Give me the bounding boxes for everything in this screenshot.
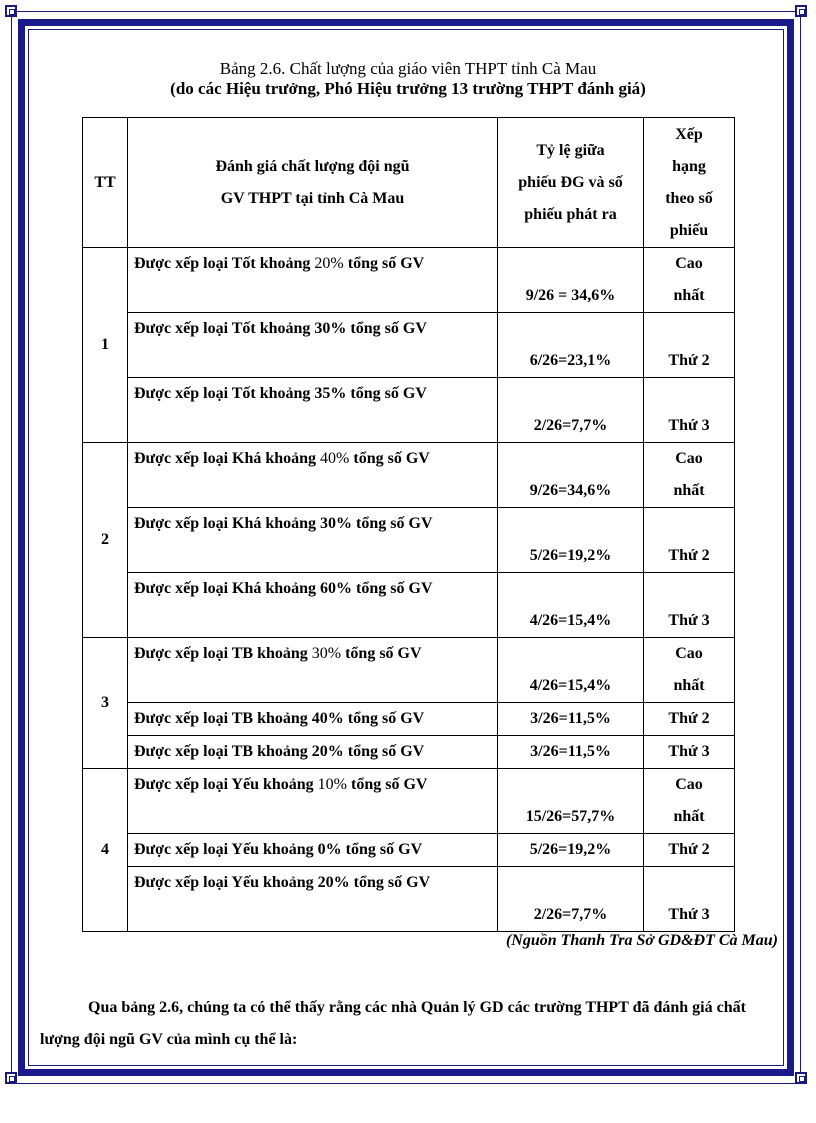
criteria-suffix: tổng số GV: [343, 255, 425, 272]
table-header-row: [83, 118, 735, 248]
criteria-suffix: tổng số GV: [349, 450, 430, 467]
table-caption: Bảng 2.6. Chất lượng của giáo viên THPT tỉnh Cà Mau: [219, 59, 597, 78]
table-row: [83, 573, 735, 638]
header-ratio-line1: Tỷ lệ giữa: [536, 141, 605, 159]
table-row: [83, 834, 735, 867]
header-criteria-line2: GV THPT tại tỉnh Cà Mau: [220, 189, 405, 207]
ratio-cell: 3/26=11,5%: [498, 703, 644, 736]
table-row: [83, 867, 735, 932]
table-row: [83, 248, 735, 313]
criteria-cell: [128, 248, 498, 313]
criteria-percent: 10%: [317, 776, 347, 793]
header-rank: [644, 118, 735, 248]
table-row: [83, 313, 735, 378]
rank-cell: Thứ 2: [644, 703, 735, 736]
corner-ornament-bottom-right: [795, 1072, 807, 1084]
criteria-prefix: Được xếp loại Khá khoảng: [134, 450, 317, 467]
rank-cell: Thứ 3: [644, 736, 735, 769]
ratio-cell: 3/26=11,5%: [498, 736, 644, 769]
ratio-cell: 15/26=57,7%: [498, 769, 644, 834]
rank-cell: Thứ 2: [644, 508, 735, 573]
rank-cell: [644, 443, 735, 508]
rank-line1: Cao: [675, 255, 703, 272]
criteria-prefix: Được xếp loại Tốt khoảng: [134, 255, 311, 272]
ratio-cell: 9/26=34,6%: [498, 443, 644, 508]
header-rank-line1: Xếp: [675, 125, 703, 143]
header-tt: TT: [83, 118, 128, 248]
ratio-cell: 6/26=23,1%: [498, 313, 644, 378]
quality-table: [82, 117, 735, 932]
rank-cell: [644, 769, 735, 834]
rank-cell: Thứ 3: [644, 867, 735, 932]
header-rank-line4: phiếu: [669, 221, 709, 239]
criteria-prefix: Được xếp loại Yếu khoảng: [134, 776, 314, 793]
rank-cell: Thứ 2: [644, 834, 735, 867]
rank-line1: Cao: [675, 450, 703, 467]
table-row: [83, 736, 735, 769]
group-number: 3: [83, 638, 128, 769]
ratio-cell: 5/26=19,2%: [498, 834, 644, 867]
table-row: [83, 508, 735, 573]
rank-cell: Thứ 3: [644, 378, 735, 443]
rank-cell: Thứ 3: [644, 573, 735, 638]
rank-line1: Cao: [675, 776, 703, 793]
rank-line2: nhất: [673, 482, 705, 499]
criteria-percent: 40%: [320, 450, 350, 467]
corner-ornament-bottom-left: [5, 1072, 17, 1084]
header-criteria: [128, 118, 498, 248]
header-criteria-line1: Đánh giá chất lượng đội ngũ: [215, 157, 410, 175]
criteria-cell: Được xếp loại Tốt khoảng 30% tổng số GV: [128, 313, 498, 378]
criteria-prefix: Được xếp loại TB khoảng: [134, 645, 308, 662]
criteria-suffix: tổng số GV: [341, 645, 422, 662]
header-rank-line3: theo số: [665, 189, 713, 207]
group-number: 4: [83, 769, 128, 932]
criteria-cell: Được xếp loại Yếu khoảng 20% tổng số GV: [128, 867, 498, 932]
criteria-suffix: tổng số GV: [347, 776, 428, 793]
table-row: [83, 378, 735, 443]
table-row: [83, 443, 735, 508]
criteria-cell: Được xếp loại Khá khoảng 60% tổng số GV: [128, 573, 498, 638]
ratio-cell: 2/26=7,7%: [498, 378, 644, 443]
rank-line2: nhất: [673, 287, 705, 304]
rank-line1: Cao: [675, 645, 703, 662]
rank-cell: [644, 248, 735, 313]
rank-line2: nhất: [673, 677, 705, 694]
table-subcaption: (do các Hiệu trưởng, Phó Hiệu trưởng 13 trường THPT đánh giá): [170, 79, 646, 98]
criteria-cell: Được xếp loại TB khoảng 20% tổng số GV: [128, 736, 498, 769]
rank-line2: nhất: [673, 808, 705, 825]
header-rank-line2: hạng: [672, 157, 706, 175]
header-ratio-line3: phiếu phát ra: [524, 205, 617, 223]
criteria-cell: [128, 443, 498, 508]
criteria-cell: Được xếp loại Tốt khoảng 35% tổng số GV: [128, 378, 498, 443]
corner-ornament-top-left: [5, 5, 17, 17]
table-row: [83, 769, 735, 834]
ratio-cell: 9/26 = 34,6%: [498, 248, 644, 313]
ratio-cell: 5/26=19,2%: [498, 508, 644, 573]
header-ratio: [498, 118, 644, 248]
ratio-cell: 4/26=15,4%: [498, 638, 644, 703]
criteria-cell: Được xếp loại Khá khoảng 30% tổng số GV: [128, 508, 498, 573]
criteria-percent: 30%: [311, 645, 342, 662]
table-row: [83, 638, 735, 703]
header-ratio-line2: phiếu ĐG và số: [518, 173, 623, 191]
group-number: 1: [83, 248, 128, 443]
table-row: [83, 703, 735, 736]
criteria-cell: [128, 638, 498, 703]
criteria-cell: Được xếp loại TB khoảng 40% tổng số GV: [128, 703, 498, 736]
criteria-cell: Được xếp loại Yếu khoảng 0% tổng số GV: [128, 834, 498, 867]
rank-cell: [644, 638, 735, 703]
table-source: (Nguồn Thanh Tra Sở GD&ĐT Cà Mau): [505, 932, 778, 949]
criteria-cell: [128, 769, 498, 834]
corner-ornament-top-right: [795, 5, 807, 17]
criteria-percent: 20%: [314, 255, 344, 272]
ratio-cell: 2/26=7,7%: [498, 867, 644, 932]
body-paragraph: Qua bảng 2.6, chúng ta có thể thấy rằng các nhà Quản lý GD các trường THPT đã đánh giá chất lượng đội ngũ GV của mình cụ thể là:: [40, 999, 746, 1048]
group-number: 2: [83, 443, 128, 638]
rank-cell: Thứ 2: [644, 313, 735, 378]
ratio-cell: 4/26=15,4%: [498, 573, 644, 638]
